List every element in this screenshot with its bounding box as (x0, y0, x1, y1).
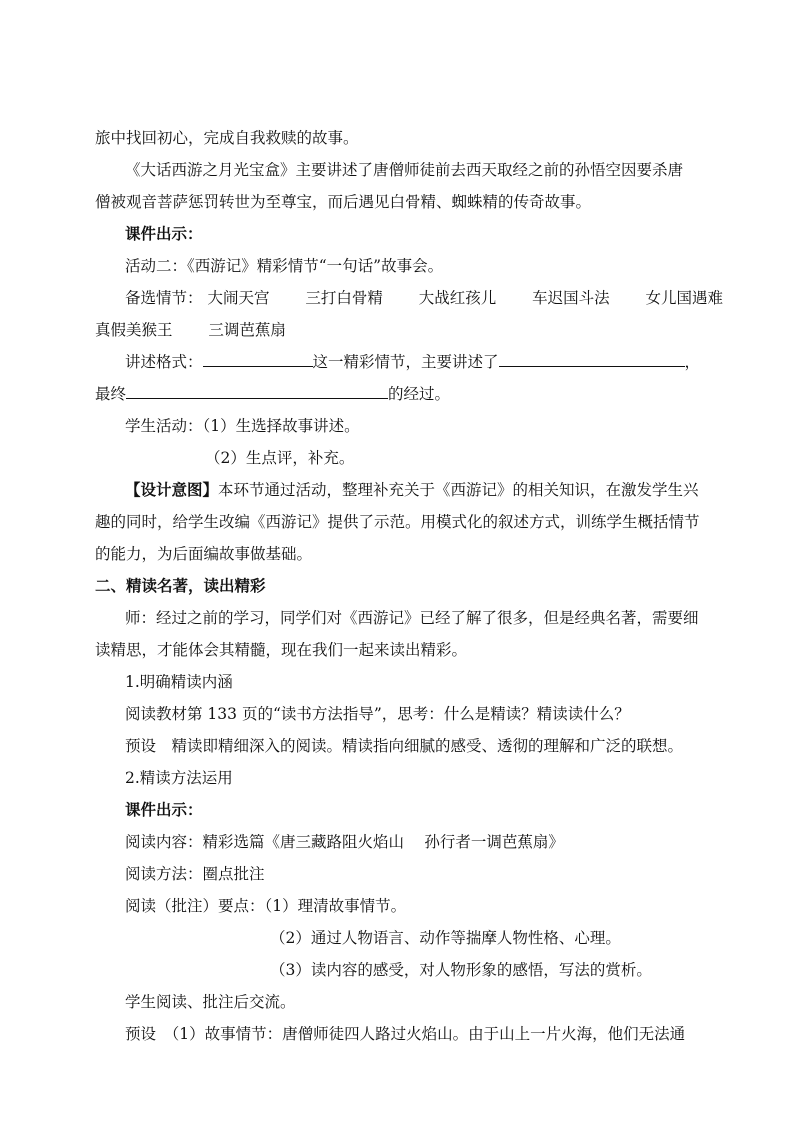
fill-blank (126, 384, 388, 399)
paragraph-line: （3）读内容的感受，对人物形象的感悟，写法的赏析。 (270, 961, 652, 979)
paragraph-line: 的能力，为后面编故事做基础。 (95, 545, 313, 563)
plot-option: 女儿国遇难 (645, 289, 724, 307)
plot-options-line (95, 320, 286, 340)
paragraph-line: 学生活动：（1）生选择故事讲述。 (125, 417, 360, 435)
fill-blank (203, 352, 313, 367)
paragraph-line: 师：经过之前的学习，同学们对《西游记》已经了解了很多，但是经典名著，需要细 (125, 609, 699, 627)
paragraph-line: （2）通过人物语言、动作等揣摩人物性格、心理。 (270, 929, 621, 947)
section-heading: 二、精读名著，读出精彩 (95, 576, 266, 595)
paragraph-line: 读精思，才能体会其精髓，现在我们一起来读出精彩。 (95, 641, 468, 659)
narration-format-line (125, 352, 700, 372)
plot-option: 大闹天宫 (207, 289, 270, 307)
paragraph-line: （2）生点评，补充。 (205, 449, 355, 467)
paragraph-line: 阅读方法：圈点批注 (125, 865, 265, 883)
plot-option: 三打白骨精 (305, 289, 383, 307)
design-intent-tag: 【设计意图】 (125, 480, 219, 499)
format-text: ， (684, 353, 701, 371)
section-label: 课件出示： (125, 224, 203, 243)
plot-option: 三调芭蕉扇 (208, 321, 286, 339)
format-text: 的经过。 (388, 385, 451, 403)
design-intent-line (125, 480, 699, 500)
paragraph-text: 本环节通过活动，整理补充关于《西游记》的相关知识，在激发学生兴 (218, 481, 699, 499)
paragraph-line: 趣的同时，给学生改编《西游记》提供了示范。用模式化的叙述方式，训练学生概括情节 (95, 513, 700, 531)
plot-options-line (125, 288, 723, 308)
format-text: 这一精彩情节，主要讲述了 (312, 353, 499, 371)
format-text: 最终 (95, 385, 127, 403)
paragraph-line: 预设 （1）故事情节：唐僧师徒四人路过火焰山。由于山上一片火海，他们无法通 (125, 1025, 686, 1043)
paragraph-line: 旅中找回初心，完成自我救赎的故事。 (95, 129, 359, 147)
plot-option: 真假美猴王 (95, 321, 173, 339)
paragraph-line: 预设 精读即精细深入的阅读。精读指向细腻的感受、透彻的理解和广泛的联想。 (125, 737, 684, 755)
plot-option: 车迟国斗法 (532, 289, 610, 307)
plot-option: 大战红孩儿 (418, 289, 497, 307)
narration-format-line (95, 384, 450, 404)
plot-options-label: 备选情节： (125, 289, 203, 307)
format-label: 讲述格式： (125, 353, 203, 371)
fill-blank (499, 352, 685, 367)
subsection-heading: 1.明确精读内涵 (125, 673, 233, 691)
paragraph-line: 《大话西游之月光宝盒》主要讲述了唐僧师徒前去西天取经之前的孙悟空因要杀唐 (125, 161, 684, 179)
paragraph-line: 僧被观音菩萨惩罚转世为至尊宝，而后遇见白骨精、蜘蛛精的传奇故事。 (95, 193, 592, 211)
paragraph-line: 学生阅读、批注后交流。 (125, 993, 296, 1011)
paragraph-line: 活动二：《西游记》精彩情节“一句话”故事会。 (125, 257, 444, 275)
section-label: 课件出示： (125, 800, 203, 819)
paragraph-line: 阅读教材第 133 页的“读书方法指导”，思考：什么是精读？精读读什么？ (125, 705, 630, 723)
paragraph-line: 阅读内容：精彩选篇《唐三藏路阻火焰山 孙行者一调芭蕉扇》 (125, 833, 564, 851)
paragraph-line: 阅读（批注）要点：（1）理清故事情节。 (125, 897, 407, 915)
subsection-heading: 2.精读方法运用 (125, 769, 233, 787)
